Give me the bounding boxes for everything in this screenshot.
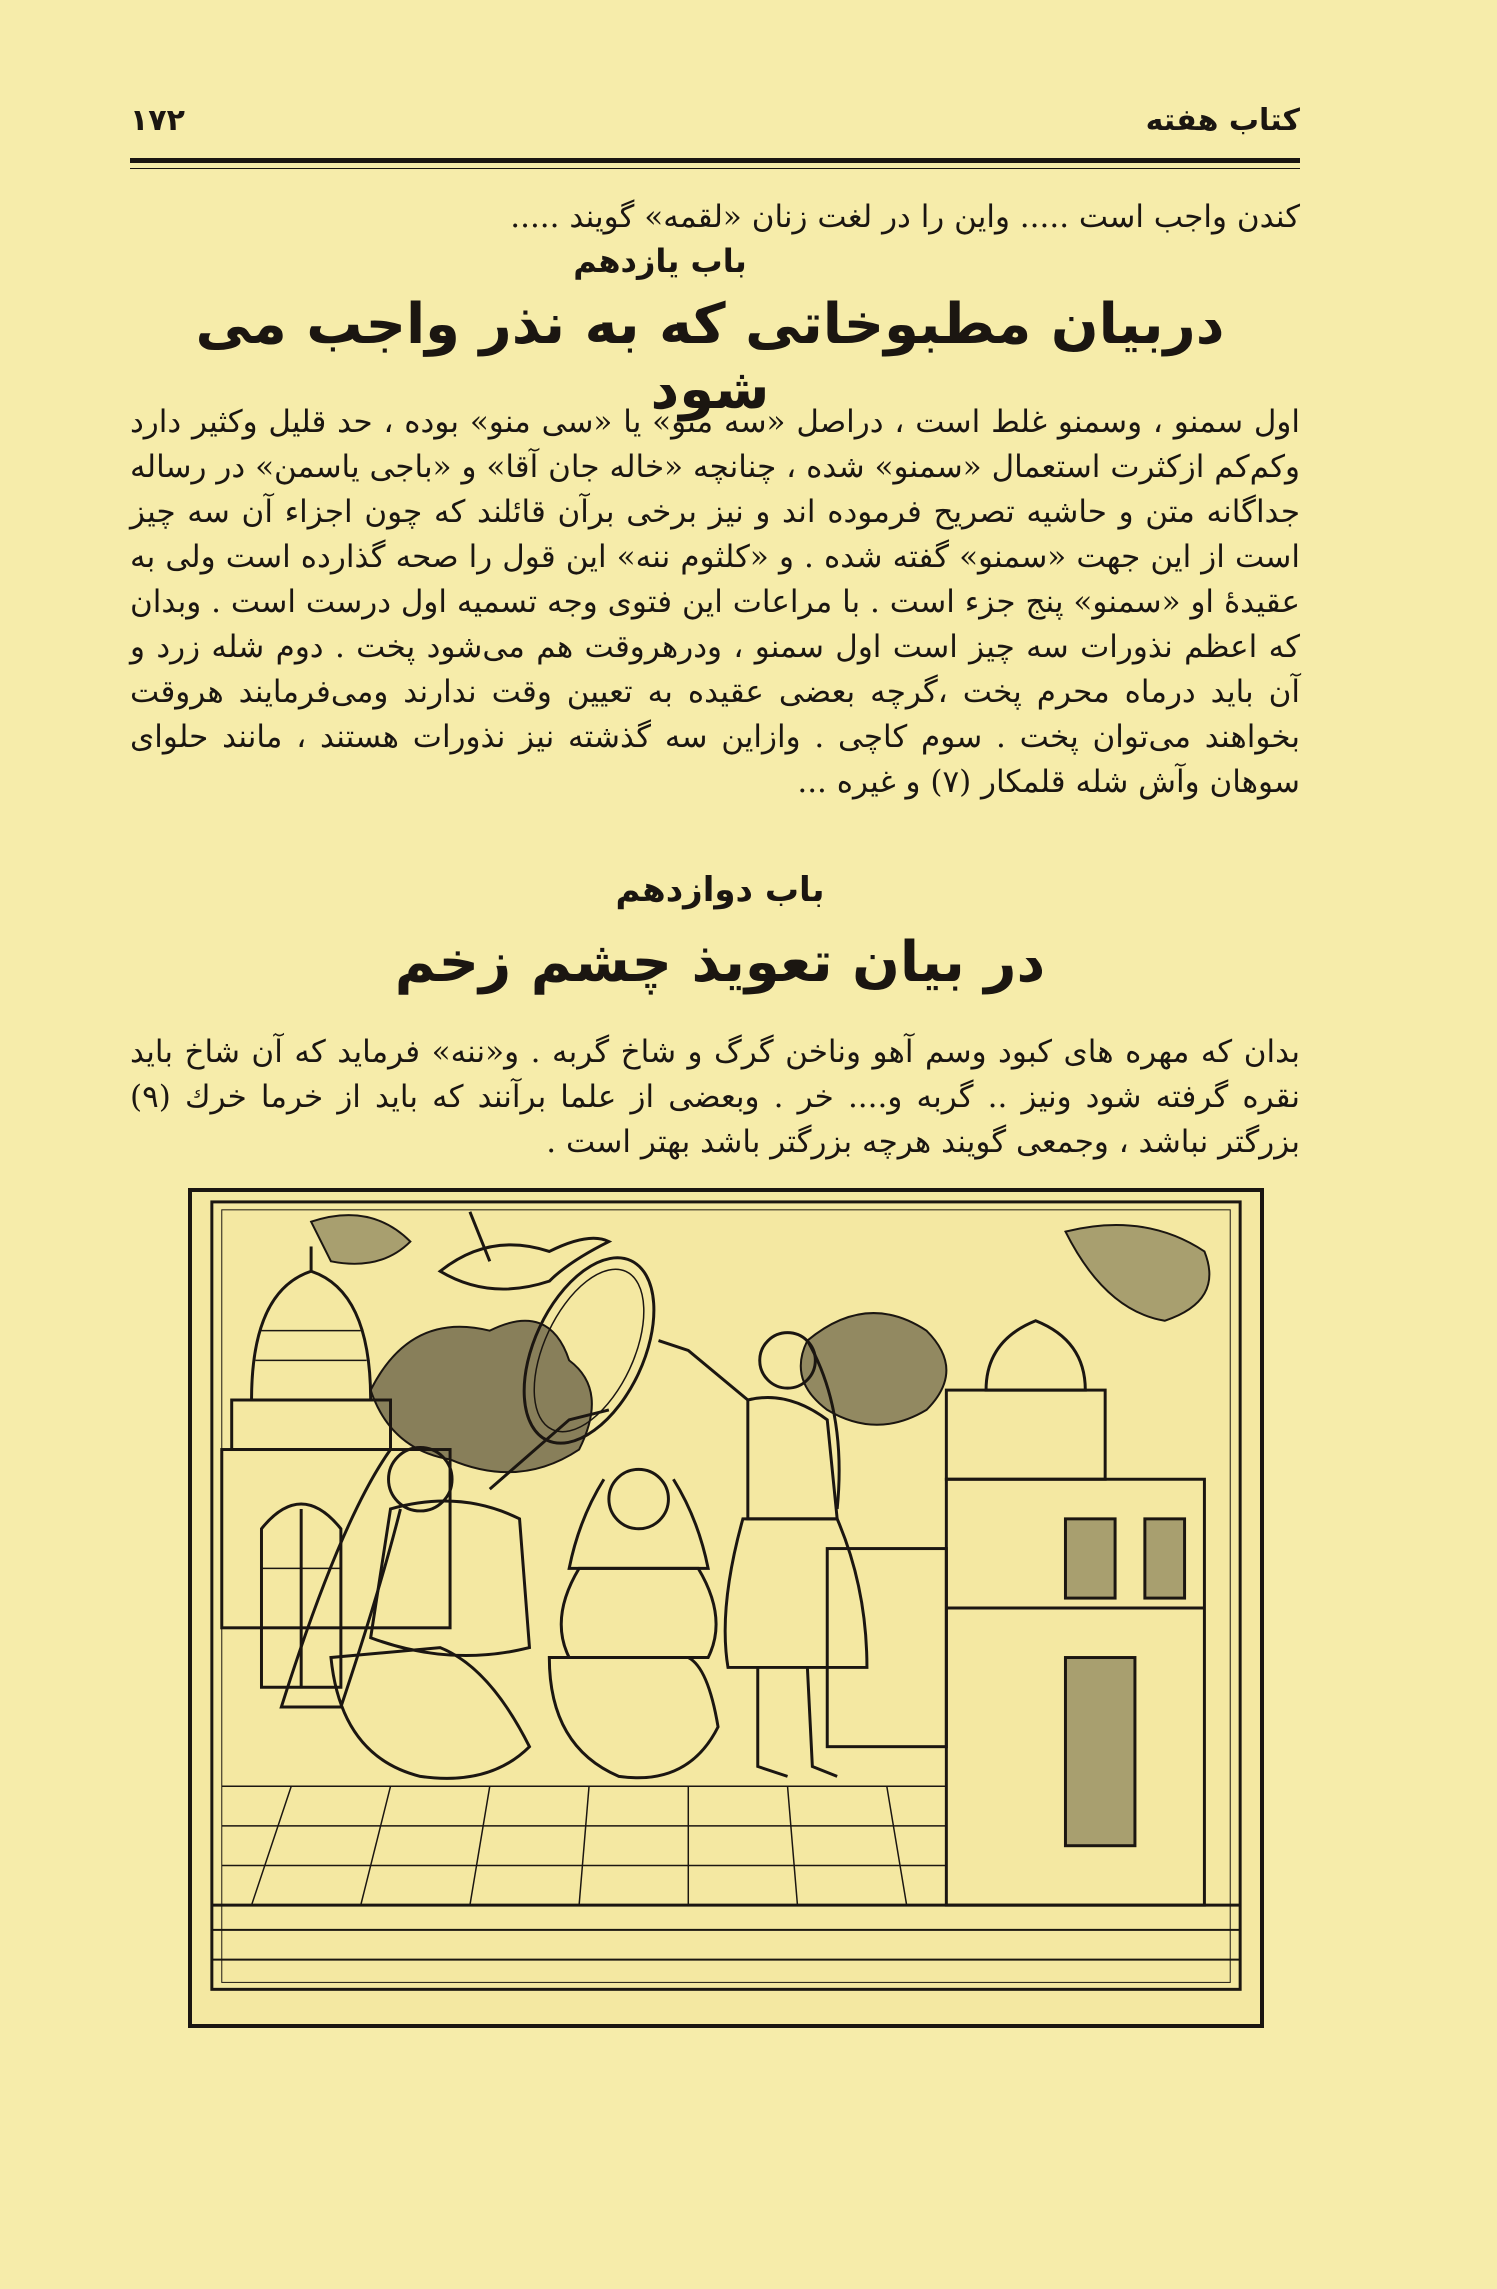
page-header <box>130 95 1300 145</box>
chapter-12-body: بدان که مهره های کبود وسم آهو وناخن گرگ و شاخ گربه . و«ننه» فرماید که آن شاخ باید نقره گرفته شود ونیز .. گربه و.... خر . وبعضی از علما برآنند که باید از خرما خرك (۹) بزرگتر نباشد ، وجمعی گویند هرچه بزرگتر باشد بهتر است . <box>130 1034 1300 1160</box>
foliage <box>311 1215 1209 1472</box>
chapter-11-body: اول سمنو ، وسمنو غلط است ، دراصل «سه منو» یا «سی منو» بوده ، حد قلیل وکثیر دارد وکم‌کم ازکثرت استعمال «سمنو» شده ، چنانچه «خاله جان آقا» و «باجی یاسمن» در رساله جداگانه متن و حاشیه تصریح فرموده اند و نیز برخی برآن قائلند که چون اجزاء آن سه چیز است از این جهت «سمنو» گفته شده . و «کلثوم ننه» این قول را صحه گذارده است ولی به عقیدهٔ او «سمنو» پنج جزء است . با مراعات این فتوی وجه تسمیه اول درست است . وبدان که اعظم نذورات سه چیز است اول سمنو ، ودرهروقت هم می‌شود پخت . دوم شله زرد و آن باید درماه محرم پخت ،گرچه بعضی عقیده به تعیین وقت ندارند ومی‌فرمایند هروقت بخواهند می‌توان پخت . سوم کاچی . وازاین سه گذشته نیز نذورات هستند ، مانند حلوای سوهان وآش شله قلمکار (۷) و غیره ... <box>130 404 1300 800</box>
woman-left-seated <box>281 1410 609 1778</box>
chapter-12-label: باب دوازدهم <box>615 870 825 910</box>
book-title: کتاب هفته <box>1145 102 1300 138</box>
chapter-12-title: در بیان تعویذ چشم زخم <box>394 930 1046 995</box>
illustration-drawing <box>192 1192 1260 2024</box>
woman-center-seated <box>549 1469 718 1777</box>
page-number: ۱۷۲ <box>130 102 185 138</box>
ground-pattern <box>222 1786 947 1905</box>
door-left <box>261 1504 340 1687</box>
bird-icon <box>440 1212 609 1289</box>
header-rule-thin <box>130 168 1300 169</box>
intro-line: کندن واجب است ..... واین را در لغت زنان «لقمه» گویند ..... <box>510 199 1300 235</box>
chapter-11-label: باب یازدهم <box>573 242 747 280</box>
illustration-engraving <box>188 1188 1264 2028</box>
chapter-11-title: دربیان مطبوخاتی که به نذر واجب می شود <box>195 292 1225 422</box>
header-rule-thick <box>130 158 1300 163</box>
